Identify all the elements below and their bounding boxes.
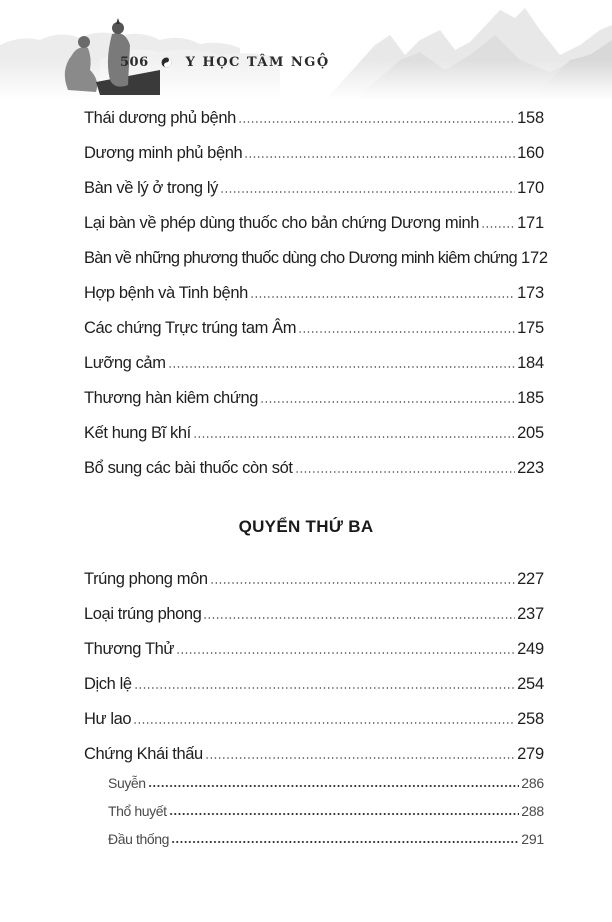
dot-leader bbox=[220, 190, 515, 194]
toc-entry[interactable] bbox=[84, 314, 544, 338]
toc-entry-title: Dịch lệ bbox=[84, 675, 132, 693]
toc-entry-title: Trúng phong môn bbox=[84, 570, 208, 588]
toc-entry-title: Kết hung Bĩ khí bbox=[84, 424, 191, 442]
toc-entry-page: 223 bbox=[517, 459, 544, 477]
dot-leader bbox=[260, 400, 515, 404]
toc-entry[interactable] bbox=[84, 705, 544, 729]
dot-leader bbox=[205, 756, 515, 760]
dot-leader bbox=[298, 330, 515, 334]
toc-entry-page: 279 bbox=[517, 745, 544, 763]
toc-sub-entry-title: Suyễn bbox=[108, 775, 146, 791]
dot-leader bbox=[171, 840, 519, 844]
toc-entry-page: 184 bbox=[517, 354, 544, 372]
toc-entry-page: 185 bbox=[517, 389, 544, 407]
toc-entry-page: 254 bbox=[517, 675, 544, 693]
toc-entry-page: 172 bbox=[520, 249, 548, 267]
toc-sub-entry[interactable] bbox=[108, 771, 544, 791]
toc-entry[interactable] bbox=[84, 244, 548, 268]
toc-entry-title: Bổ sung các bài thuốc còn sót bbox=[84, 459, 293, 477]
toc-entry[interactable] bbox=[84, 349, 544, 373]
toc-entry-page: 170 bbox=[517, 179, 544, 197]
dot-leader bbox=[134, 686, 515, 690]
running-header bbox=[0, 0, 612, 100]
toc-entry-title: Chứng Khái thấu bbox=[84, 745, 203, 763]
toc-entry-title: Bàn về lý ở trong lý bbox=[84, 179, 218, 197]
toc-entry-title: Lại bàn về phép dùng thuốc cho bản chứng Dương minh bbox=[84, 214, 480, 232]
toc-entry-page: 160 bbox=[517, 144, 544, 162]
toc-entry[interactable] bbox=[84, 565, 544, 589]
ink-landscape-illustration bbox=[0, 0, 612, 100]
toc-entry[interactable] bbox=[84, 419, 544, 443]
toc-entry-title: Hợp bệnh và Tinh bệnh bbox=[84, 284, 248, 302]
toc-entry-title: Thương Thử bbox=[84, 640, 175, 658]
toc-entry[interactable] bbox=[84, 139, 544, 163]
dot-leader bbox=[169, 812, 520, 816]
toc-sub-entry[interactable] bbox=[108, 827, 544, 847]
toc-entry-page: 227 bbox=[517, 570, 544, 588]
dot-leader bbox=[168, 365, 516, 369]
toc-sub-entry-page: 291 bbox=[521, 831, 544, 847]
section-heading: QUYỂN THỨ BA bbox=[238, 517, 374, 536]
toc-entry[interactable] bbox=[84, 600, 544, 624]
toc-sub-entry-title: Thổ huyết bbox=[108, 803, 167, 819]
toc-entry-page: 175 bbox=[517, 319, 544, 337]
page-number: 506 bbox=[120, 54, 149, 70]
toc-entry[interactable] bbox=[84, 279, 544, 303]
dot-leader bbox=[176, 651, 515, 655]
toc-entry[interactable] bbox=[84, 740, 544, 764]
toc-entry-page: 171 bbox=[517, 214, 544, 232]
dot-leader bbox=[250, 295, 515, 299]
toc-sub-entry-page: 288 bbox=[521, 803, 544, 819]
toc-entry[interactable] bbox=[84, 209, 544, 233]
toc-entry-title: Thái dương phủ bệnh bbox=[84, 109, 236, 127]
toc-entry-title: Các chứng Trực trúng tam Âm bbox=[84, 319, 297, 337]
toc-entry-title: Lưỡng cảm bbox=[84, 354, 166, 372]
toc-entry[interactable] bbox=[84, 635, 544, 659]
toc-entry-title: Dương minh phủ bệnh bbox=[84, 144, 243, 162]
toc-entry-page: 258 bbox=[517, 710, 544, 728]
toc-sub-entry-title: Đầu thống bbox=[108, 831, 170, 847]
dot-leader bbox=[193, 435, 515, 439]
toc-sub-entry-page: 286 bbox=[521, 775, 544, 791]
toc-entry[interactable] bbox=[84, 670, 544, 694]
toc-entry-page: 205 bbox=[517, 424, 544, 442]
dot-leader bbox=[133, 721, 515, 725]
dot-leader bbox=[295, 470, 516, 474]
toc-entry-title: Hư lao bbox=[84, 710, 132, 728]
yin-yang-icon bbox=[161, 57, 172, 68]
dot-leader bbox=[244, 155, 515, 159]
toc-entry-title: Thương hàn kiêm chứng bbox=[84, 389, 259, 407]
toc-entry[interactable] bbox=[84, 384, 544, 408]
toc-entry[interactable] bbox=[84, 454, 544, 478]
toc-entry[interactable] bbox=[84, 104, 544, 128]
dot-leader bbox=[481, 225, 515, 229]
toc-sub-entry[interactable] bbox=[108, 799, 544, 819]
toc-entry-page: 237 bbox=[517, 605, 544, 623]
toc-entry[interactable] bbox=[84, 174, 544, 198]
toc-entry-page: 158 bbox=[517, 109, 544, 127]
toc-entry-page: 249 bbox=[517, 640, 544, 658]
dot-leader bbox=[148, 784, 520, 788]
dot-leader bbox=[210, 581, 515, 585]
book-title: Y HỌC TÂM NGỘ bbox=[185, 54, 330, 70]
toc-entry-title: Loại trúng phong bbox=[84, 605, 202, 623]
dot-leader bbox=[203, 616, 515, 620]
dot-leader bbox=[238, 120, 515, 124]
toc-entry-page: 173 bbox=[517, 284, 544, 302]
toc-entry-title: Bàn về những phương thuốc dùng cho Dương minh kiêm chứng bbox=[84, 249, 517, 267]
